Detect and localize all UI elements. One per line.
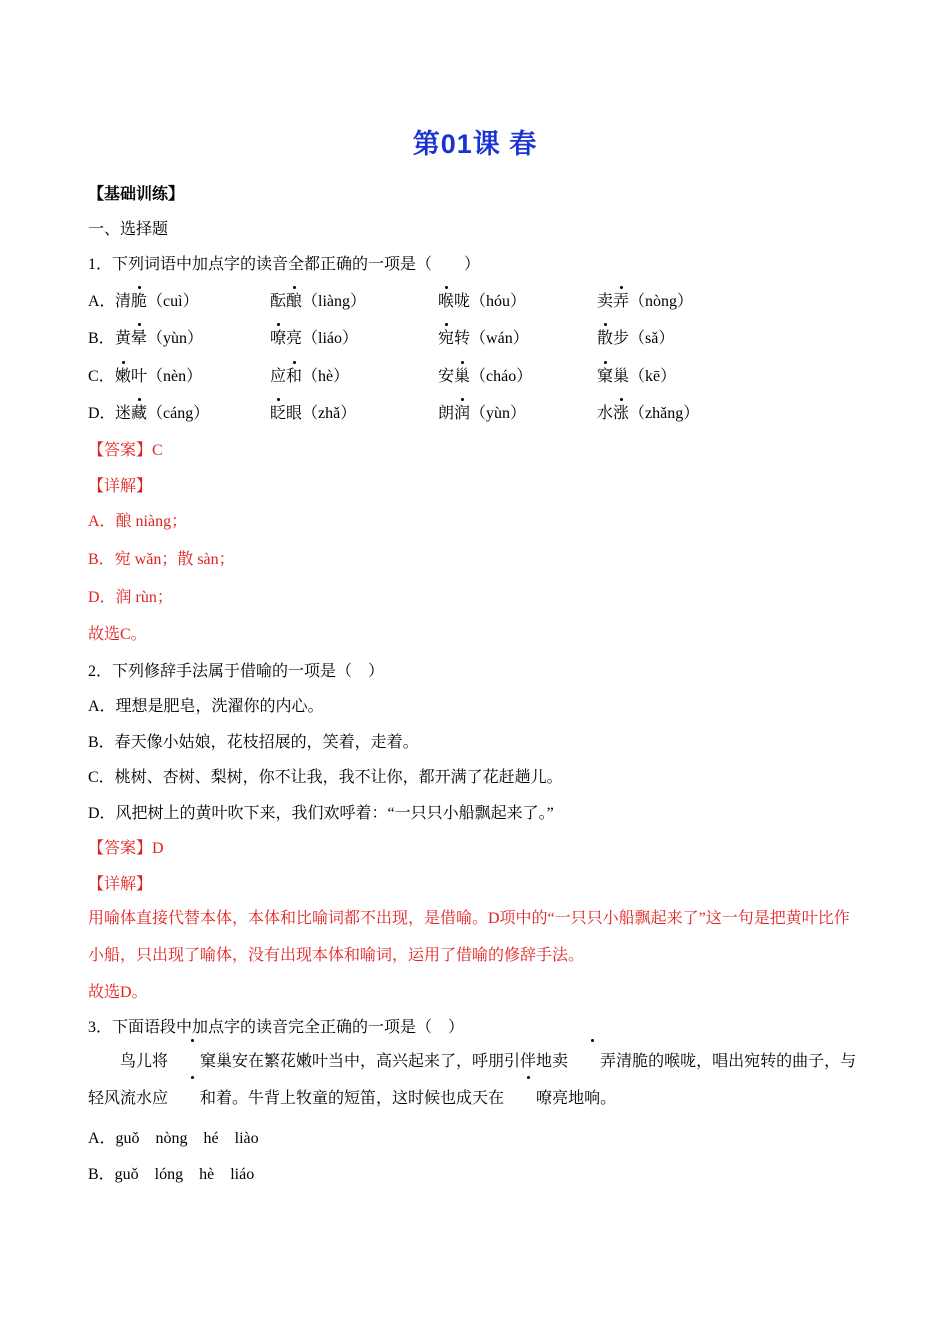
q2-explanation: 用喻体直接代替本体，本体和比喻词都不出现，是借喻。D项中的“一只只小船飘起来了”这一句是把黄叶比作小船，只出现了喻体，没有出现本体和喻词，运用了借喻的修辞手法。 — [88, 910, 850, 964]
q2-option-a: A．理想是肥皂，洗濯你的内心。 — [88, 698, 324, 715]
pinyin: （yùn） — [470, 405, 527, 422]
q1-word-item — [597, 365, 676, 389]
word-char: 酝 — [270, 293, 287, 310]
q1-word-item — [270, 290, 366, 314]
q1-word-item — [270, 365, 349, 389]
dotted-char: 润 — [454, 402, 470, 426]
q2-stem: 2．下列修辞手法属于借喻的一项是（ ） — [88, 663, 385, 680]
q1-word-item — [438, 290, 526, 314]
part-heading: 一、选择题 — [88, 221, 169, 238]
pinyin: （nòng） — [629, 293, 694, 310]
q1-word-item — [597, 290, 693, 314]
q2-option-b: B．春天像小姑娘，花枝招展的，笑着，走着。 — [88, 734, 419, 751]
word-char: 安 — [438, 368, 455, 385]
passage-text: 亮地响。 — [552, 1090, 617, 1107]
word-char: 眼 — [286, 405, 303, 422]
q1-stem: 1．下列词语中加点字的读音全都正确的一项是（ ） — [88, 256, 481, 273]
pinyin: （cháo） — [470, 368, 533, 385]
q2-conclusion: 故选D。 — [88, 984, 148, 1001]
q1-detail-b: B．宛 wǎn；散 sàn； — [88, 551, 235, 568]
dotted-char: 弄 — [613, 290, 629, 314]
pinyin: （zhǎng） — [629, 405, 700, 422]
pinyin: （hè） — [302, 368, 350, 385]
passage-text: 着。牛背上牧童的短笛，这时候也成天在 — [216, 1090, 505, 1107]
pinyin: （cuì） — [147, 293, 199, 310]
dotted-char: 涨 — [613, 402, 629, 426]
passage-text: 清脆的喉咙，唱出宛转的曲子，与轻风流水应 — [88, 1053, 857, 1107]
dotted-char: 藏 — [131, 402, 147, 426]
q1-option-label: B． — [88, 330, 115, 347]
q1-option-label: C． — [88, 368, 115, 385]
q1-detail-a: A．酿 niàng； — [88, 513, 188, 530]
q1-word-item — [438, 402, 526, 426]
q1-word-item — [115, 290, 199, 314]
q2-answer: 【答案】D — [88, 840, 164, 857]
word-char: 卖 — [597, 293, 614, 310]
dotted-char: 巢 — [454, 365, 470, 389]
pinyin: （hóu） — [470, 293, 527, 310]
word-char: 巢 — [613, 368, 630, 385]
q1-detail-d: D．润 rùn； — [88, 589, 173, 606]
passage-text: 巢安在繁花嫩叶当中，高兴起来了，呼朋引伴地卖 — [216, 1053, 569, 1070]
dotted-char: 酿 — [286, 290, 302, 314]
q1-word-item — [597, 402, 699, 426]
word-char: 清 — [115, 293, 132, 310]
q1-answer: 【答案】C — [88, 442, 163, 459]
dotted-char: 散 — [597, 327, 613, 351]
word-char: 应 — [270, 368, 287, 385]
dotted-char: 嫩 — [115, 365, 131, 389]
dotted-char: 和 — [168, 1080, 216, 1117]
dotted-char: 弄 — [568, 1043, 616, 1080]
word-char: 亮 — [286, 330, 303, 347]
q1-word-item — [115, 365, 202, 389]
word-char: 黄 — [115, 330, 132, 347]
dotted-char: 和 — [286, 365, 302, 389]
q3-option-b: B．guǒ lóng hè liáo — [88, 1166, 255, 1183]
q1-option-label: A． — [88, 293, 116, 310]
pinyin: （wán） — [470, 330, 529, 347]
q1-word-item — [115, 402, 209, 426]
dotted-char: 窠 — [597, 365, 613, 389]
dotted-char: 嘹 — [504, 1080, 552, 1117]
q1-word-item — [597, 327, 674, 351]
q3-option-a: A．guǒ nòng hé liào — [88, 1130, 259, 1147]
dotted-char: 眨 — [270, 402, 286, 426]
word-char: 叶 — [131, 368, 148, 385]
dotted-char: 窠 — [168, 1043, 216, 1080]
dotted-char: 嘹 — [270, 327, 286, 351]
pinyin: （liáo） — [302, 330, 359, 347]
dotted-char: 晕 — [131, 327, 147, 351]
pinyin: （kē） — [629, 368, 677, 385]
word-char: 迷 — [115, 405, 132, 422]
q1-word-item — [438, 327, 529, 351]
q2-option-d: D．风把树上的黄叶吹下来，我们欢呼着：“一只只小船飘起来了。” — [88, 805, 554, 822]
dotted-char: 脆 — [131, 290, 147, 314]
dotted-char: 宛 — [438, 327, 454, 351]
pinyin: （liàng） — [302, 293, 367, 310]
q2-option-c: C．桃树、杏树、梨树，你不让我，我不让你，都开满了花赶趟儿。 — [88, 769, 563, 786]
dotted-char: 喉 — [438, 290, 454, 314]
pinyin: （nèn） — [147, 368, 203, 385]
word-char: 朗 — [438, 405, 455, 422]
word-char: 咙 — [454, 293, 471, 310]
pinyin: （sǎ） — [629, 330, 675, 347]
q1-word-item — [115, 327, 203, 351]
word-char: 转 — [454, 330, 471, 347]
pinyin: （cáng） — [147, 405, 210, 422]
page-title: 第01课 春 — [412, 129, 538, 159]
pinyin: （zhǎ） — [302, 405, 357, 422]
word-char: 水 — [597, 405, 614, 422]
section-heading: 【基础训练】 — [88, 186, 185, 203]
q1-detail-label: 【详解】 — [88, 478, 153, 495]
word-char: 步 — [613, 330, 630, 347]
q1-word-item — [438, 365, 532, 389]
pinyin: （yùn） — [147, 330, 204, 347]
q1-word-item — [270, 327, 358, 351]
q2-detail-label: 【详解】 — [88, 876, 153, 893]
passage-text: 鸟儿将 — [120, 1053, 169, 1070]
q1-conclusion: 故选C。 — [88, 626, 147, 643]
q3-passage — [88, 1043, 860, 1117]
q3-stem: 3．下面语段中加点字的读音完全正确的一项是（ ） — [88, 1019, 465, 1036]
q1-word-item — [270, 402, 356, 426]
q1-option-label: D． — [88, 405, 116, 422]
